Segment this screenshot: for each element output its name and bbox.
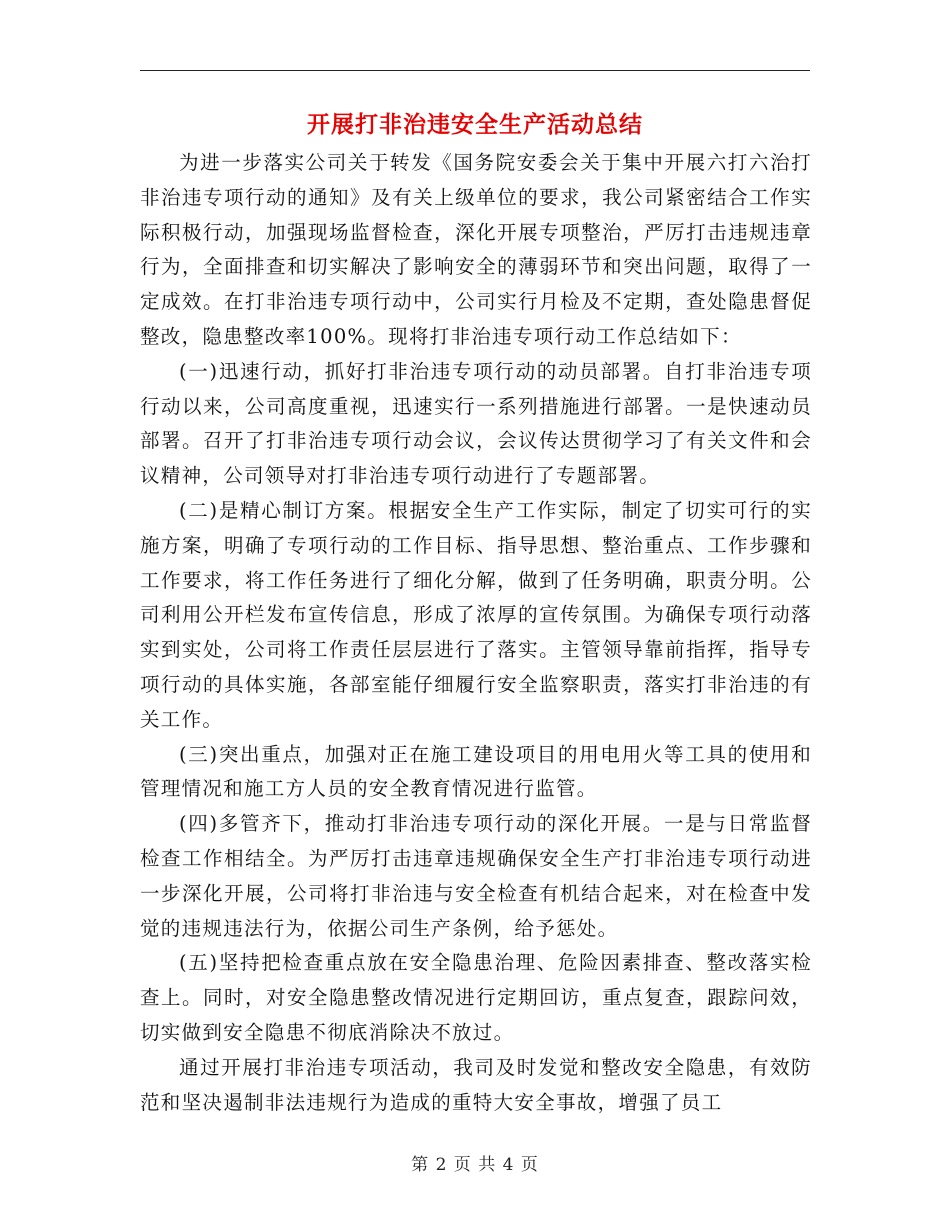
paragraph-section-1: (一)迅速行动，抓好打非治违专项行动的动员部署。自打非治违专项行动以来，公司高度重视，迅速实行一系列措施进行部署。一是快速动员部署。召开了打非治违专项行动会议，会议传达贯彻学习了有关文件和会议精神，公司领导对打非治违专项行动进行了专题部署。 xyxy=(140,359,812,488)
paragraph-section-3: (三)突出重点，加强对正在施工建设项目的用电用火等工具的使用和管理情况和施工方人员的安全教育情况进行监管。 xyxy=(140,742,812,801)
document-body xyxy=(140,146,812,1120)
paragraph-section-4: (四)多管齐下，推动打非治违专项行动的深化开展。一是与日常监督检查工作相结全。为严厉打击违章违规确保安全生产打非治违专项行动进一步深化开展，公司将打非治违与安全检查有机结合起来，对在检查中发觉的违规违法行为，依据公司生产条例，给予惩处。 xyxy=(140,812,812,940)
paragraph-section-2: (二)是精心制订方案。根据安全生产工作实际，制定了切实可行的实施方案，明确了专项行动的工作目标、指导思想、整治重点、工作步骤和工作要求，将工作任务进行了细化分解，做到了任务明确，职责分明。公司利用公开栏发布宣传信息，形成了浓厚的宣传氛围。为确保专项行动落实到实处，公司将工作责任层层进行了落实。主管领导靠前指挥，指导专项行动的具体实施，各部室能仔细履行安全监察职责，落实打非治违的有关工作。 xyxy=(140,498,812,731)
document-title: 开展打非治违安全生产活动总结 xyxy=(307,111,643,138)
paragraph-conclusion: 通过开展打非治违专项活动，我司及时发觉和整改安全隐患，有效防范和坚决遏制非法违规行为造成的重特大安全事故，增强了员工 xyxy=(140,1055,812,1114)
page-number: 第 2 页 共 4 页 xyxy=(411,1155,539,1175)
paragraph-intro: 为进一步落实公司关于转发《国务院安委会关于集中开展六打六治打非治违专项行动的通知》及有关上级单位的要求，我公司紧密结合工作实际积极行动，加强现场监督检查，深化开展专项整治，严厉打击违规违章行为，全面排查和切实解决了影响安全的薄弱环节和突出问题，取得了一定成效。在打非治违专项行动中，公司实行月检及不定期，查处隐患督促整改，隐患整改率100%。现将打非治违专项行动工作总结如下： xyxy=(140,151,812,348)
header-rule xyxy=(140,70,810,71)
paragraph-section-5: (五)坚持把检查重点放在安全隐患治理、危险因素排查、整改落实检查上。同时，对安全隐患整改情况进行定期回访，重点复查，跟踪问效，切实做到安全隐患不彻底消除决不放过。 xyxy=(140,951,812,1044)
